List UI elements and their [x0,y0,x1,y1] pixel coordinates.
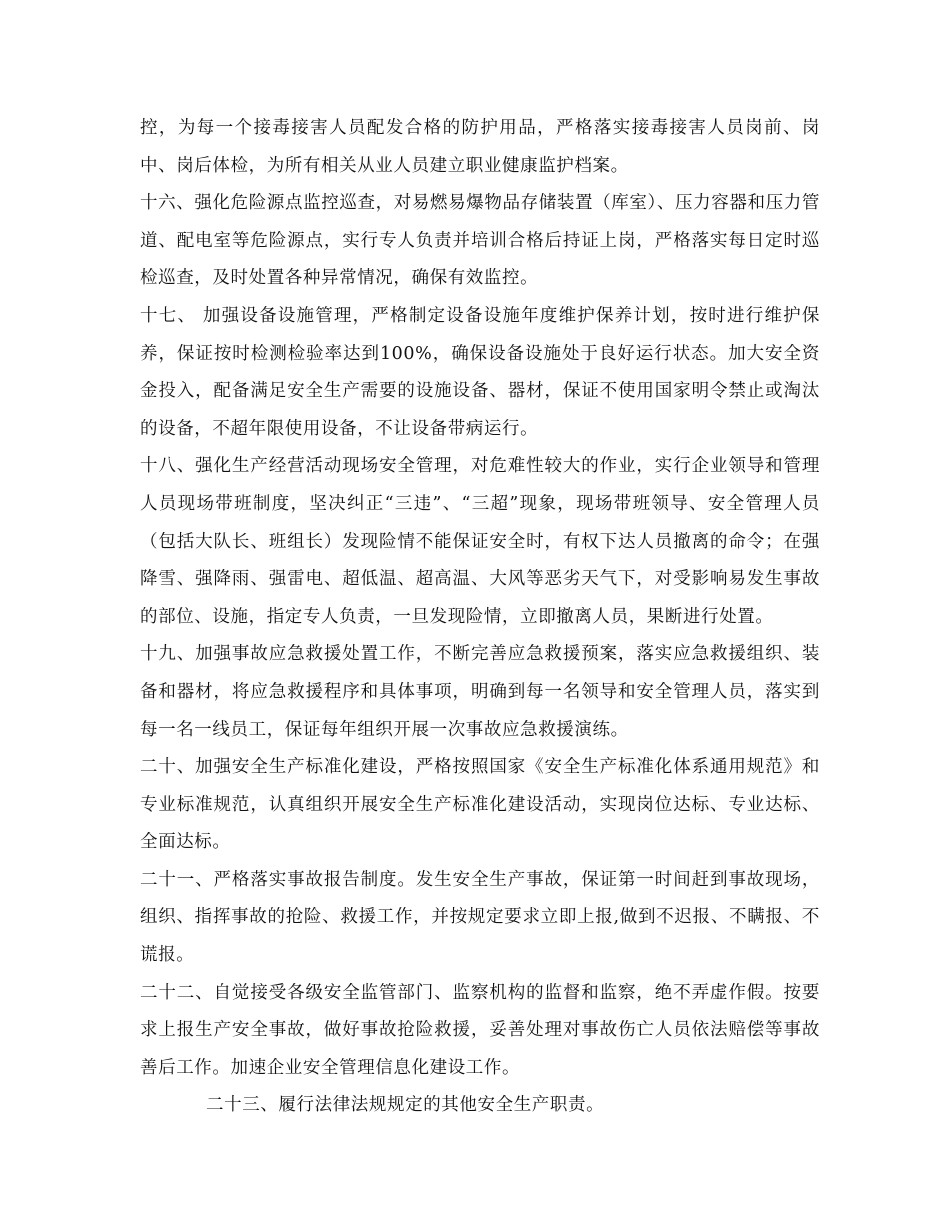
paragraph-item-19: 十九、加强事故应急救援处置工作，不断完善应急救援预案，落实应急救援组织、装备和器材，将应急救援程序和具体事项，明确到每一名领导和安全管理人员，落实到每一名一线员工，保证每年组织开展一次事故应急救援演练。 [140,644,820,740]
paragraph-item-16: 十六、强化危险源点监控巡查，对易燃易爆物品存储装置（库室）、压力容器和压力管道、配电室等危险源点，实行专人负责并培训合格后持证上岗，严格落实每日定时巡检巡查，及时处置各种异常情况，确保有效监控。 [140,193,820,289]
paragraph-item-20: 二十、加强安全生产标准化建设，严格按照国家《安全生产标准化体系通用规范》和专业标准规范，认真组织开展安全生产标准化建设活动，实现岗位达标、专业达标、全面达标。 [140,757,820,853]
paragraph-item-21: 二十一、严格落实事故报告制度。发生安全生产事故，保证第一时间赶到事故现场，组织、指挥事故的抢险、救援工作，并按规定要求立即上报,做到不迟报、不瞒报、不谎报。 [140,869,820,966]
paragraph-item-17: 十七、 加强设备设施管理，严格制定设备设施年度维护保养计划，按时进行维护保养，保证按时检测检验率达到100%，确保设备设施处于良好运行状态。加大安全资金投入，配备满足安全生产需要的设施设备、器材，保证不使用国家明令禁止或淘汰的设备，不超年限使用设备，不让设备带病运行。 [140,305,820,439]
paragraph-item-23: 二十三、履行法律法规规定的其他安全生产职责。 [206,1095,605,1116]
paragraph-item-18: 十八、强化生产经营活动现场安全管理，对危难性较大的作业，实行企业领导和管理人员现场带班制度，坚决纠正“三违”、“三超”现象，现场带班领导、安全管理人员（包括大队长、班组长）发现险情不能保证安全时，有权下达人员撤离的命令；在强降雪、强降雨、强雷电、超低温、超高温、大风等恶劣天气下，对受影响易发生事故的部位、设施，指定专人负责，一旦发现险情，立即撤离人员，果断进行处置。 [140,456,820,627]
paragraph-continuation: 控，为每一个接毒接害人员配发合格的防护用品，严格落实接毒接害人员岗前、岗中、岗后体检，为所有相关从业人员建立职业健康监护档案。 [140,118,820,176]
document-body [140,110,820,1125]
paragraph-item-22: 二十二、自觉接受各级安全监管部门、监察机构的监督和监察，绝不弄虚作假。按要求上报生产安全事故，做好事故抢险救援，妥善处理对事故伤亡人员依法赔偿等事故善后工作。加速企业安全管理信息化建设工作。 [140,982,820,1078]
